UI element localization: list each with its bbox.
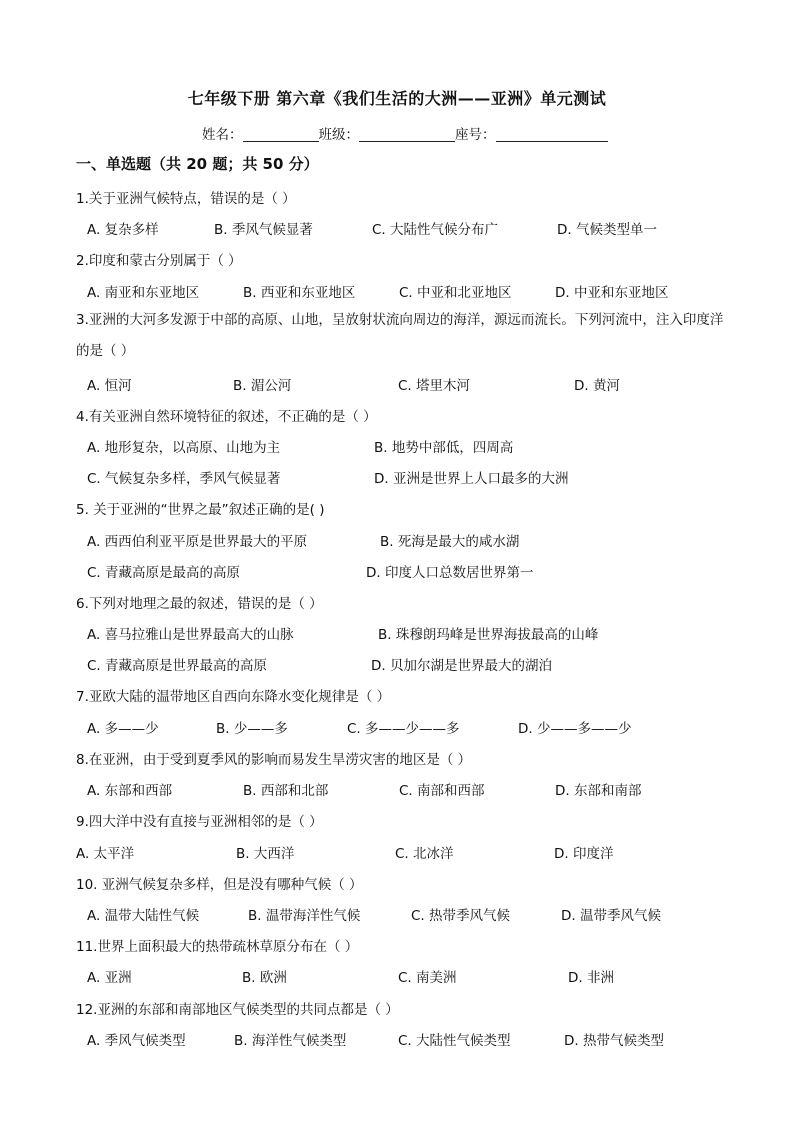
- question-2: 2.印度和蒙古分别属于（ ）: [76, 253, 242, 269]
- q2-option-a: A. 南亚和东亚地区: [87, 285, 200, 301]
- exam-title: 七年级下册 第六章《我们生活的大洲——亚洲》单元测试: [187, 89, 607, 108]
- q8-option-a: A. 东部和西部: [87, 783, 173, 799]
- q8-option-c: C. 南部和西部: [399, 783, 485, 799]
- q4-option-a: A. 地形复杂，以高原、山地为主: [87, 440, 281, 456]
- q7-option-c: C. 多——少——多: [347, 721, 460, 737]
- question-4: 4.有关亚洲自然环境特征的叙述，不正确的是（ ）: [76, 409, 377, 425]
- q5-option-c: C. 青藏高原是最高的高原: [87, 565, 241, 581]
- q5-option-d: D. 印度人口总数居世界第一: [366, 565, 534, 581]
- student-info-line: [202, 123, 608, 143]
- q9-option-a: A. 太平洋: [76, 846, 135, 862]
- q12-option-a: A. 季风气候类型: [87, 1033, 186, 1049]
- question-3: 3.亚洲的大河多发源于中部的高原、山地，呈放射状流向周边的海洋，源远而流长。下列河流中，注入印度洋的是（ ）: [76, 312, 724, 359]
- class-label: 班级：: [318, 127, 359, 143]
- q2-option-b: B. 西亚和东亚地区: [243, 285, 356, 301]
- q1-option-a: A. 复杂多样: [87, 222, 159, 238]
- q6-option-c: C. 青藏高原是世界最高的高原: [87, 658, 268, 674]
- name-label: 姓名：: [202, 127, 243, 143]
- question-1: 1.关于亚洲气候特点，错误的是（ ）: [76, 191, 296, 207]
- q7-option-b: B. 少——多: [216, 721, 288, 737]
- q6-option-b: B. 珠穆朗玛峰是世界海拔最高的山峰: [378, 627, 599, 643]
- q7-option-d: D. 少——多——少: [518, 721, 632, 737]
- question-8: 8.在亚洲，由于受到夏季风的影响而易发生旱涝灾害的地区是（ ）: [76, 752, 472, 768]
- question-7: 7.亚欧大陆的温带地区自西向东降水变化规律是（ ）: [76, 689, 391, 705]
- q3-option-a: A. 恒河: [87, 378, 132, 394]
- section-heading: 一、单选题（共 20 题；共 50 分）: [76, 155, 319, 173]
- q1-option-b: B. 季风气候显著: [214, 222, 313, 238]
- q10-option-c: C. 热带季风气候: [411, 908, 511, 924]
- q9-option-b: B. 大西洋: [236, 846, 295, 862]
- q10-option-a: A. 温带大陆性气候: [87, 908, 200, 924]
- q9-option-c: C. 北冰洋: [395, 846, 454, 862]
- q4-option-d: D. 亚洲是世界上人口最多的大洲: [374, 471, 569, 487]
- q10-option-b: B. 温带海洋性气候: [248, 908, 361, 924]
- q12-option-c: C. 大陆性气候类型: [398, 1033, 511, 1049]
- question-6: 6.下列对地理之最的叙述，错误的是（ ）: [76, 596, 323, 612]
- q11-option-d: D. 非洲: [568, 970, 614, 986]
- q11-option-a: A. 亚洲: [87, 970, 132, 986]
- q6-option-a: A. 喜马拉雅山是世界最高大的山脉: [87, 627, 294, 643]
- q3-option-b: B. 湄公河: [233, 378, 292, 394]
- q8-option-d: D. 东部和南部: [555, 783, 642, 799]
- q8-option-b: B. 西部和北部: [243, 783, 329, 799]
- q5-option-b: B. 死海是最大的咸水湖: [380, 534, 520, 550]
- q2-option-d: D. 中亚和东亚地区: [555, 285, 669, 301]
- seat-blank[interactable]: [496, 127, 608, 142]
- q5-option-a: A. 西西伯利亚平原是世界最大的平原: [87, 534, 308, 550]
- class-blank[interactable]: [359, 127, 455, 142]
- question-12: 12.亚洲的东部和南部地区气候类型的共同点都是（ ）: [76, 1002, 399, 1018]
- question-10: 10. 亚洲气候复杂多样，但是没有哪种气候（ ）: [76, 877, 363, 893]
- question-9: 9.四大洋中没有直接与亚洲相邻的是（ ）: [76, 814, 323, 830]
- q1-option-c: C. 大陆性气候分布广: [372, 222, 499, 238]
- seat-label: 座号：: [455, 127, 496, 143]
- q10-option-d: D. 温带季风气候: [561, 908, 661, 924]
- q3-option-c: C. 塔里木河: [398, 378, 471, 394]
- q4-option-b: B. 地势中部低，四周高: [374, 440, 514, 456]
- question-5: 5. 关于亚洲的“世界之最”叙述正确的是( ): [76, 502, 325, 518]
- q9-option-d: D. 印度洋: [554, 846, 614, 862]
- q2-option-c: C. 中亚和北亚地区: [399, 285, 512, 301]
- q1-option-d: D. 气候类型单一: [557, 222, 657, 238]
- q12-option-d: D. 热带气候类型: [564, 1033, 664, 1049]
- q6-option-d: D. 贝加尔湖是世界最大的湖泊: [371, 658, 552, 674]
- q12-option-b: B. 海洋性气候类型: [234, 1033, 347, 1049]
- question-11: 11.世界上面积最大的热带疏林草原分布在（ ）: [76, 939, 359, 955]
- q3-option-d: D. 黄河: [574, 378, 620, 394]
- q4-option-c: C. 气候复杂多样，季风气候显著: [87, 471, 281, 487]
- name-blank[interactable]: [243, 127, 319, 142]
- q7-option-a: A. 多——少: [87, 721, 159, 737]
- q11-option-c: C. 南美洲: [398, 970, 457, 986]
- q11-option-b: B. 欧洲: [242, 970, 287, 986]
